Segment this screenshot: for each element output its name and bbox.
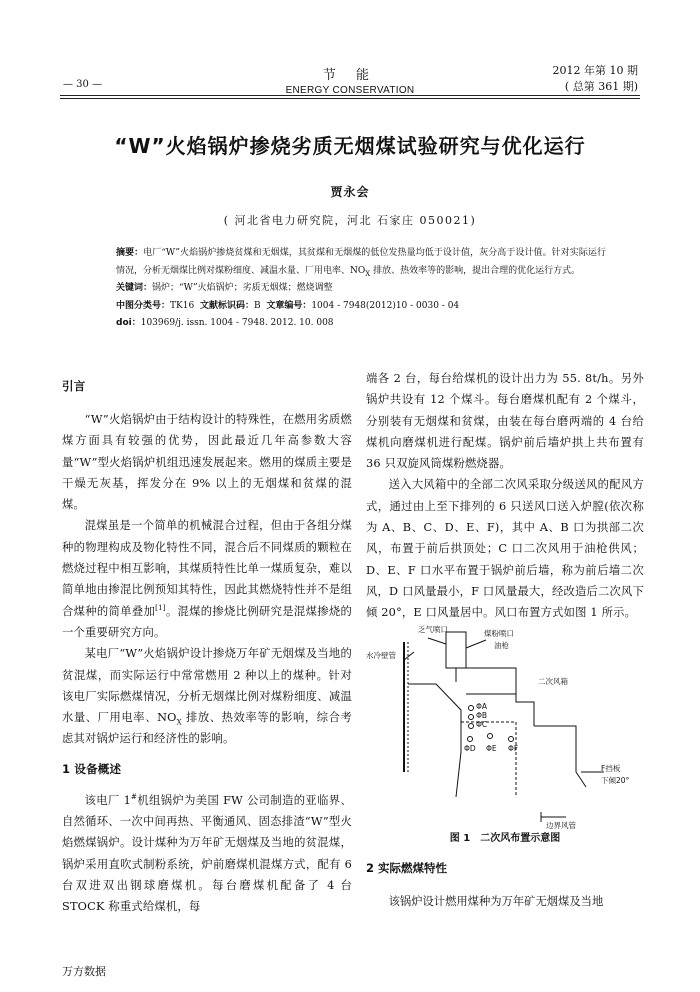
- port-b-mark: [469, 715, 474, 720]
- footer-watermark: 万方数据: [62, 965, 106, 978]
- issue-number: 2012 年第 10 期: [552, 64, 638, 77]
- heading-intro: 引言: [62, 379, 86, 393]
- heading-section-1: 1 设备概述: [62, 761, 122, 776]
- leader-water-wall: [404, 652, 414, 660]
- paragraph: [62, 515, 352, 643]
- label-f-baffle: F挡板: [601, 764, 621, 773]
- clc-value: TK16: [170, 300, 195, 311]
- paragraph: 该锅炉设计燃用煤种为万年矿无烟煤及当地: [388, 895, 604, 908]
- page-number: — 30 —: [63, 79, 103, 90]
- label-port-f: ΦF: [508, 744, 519, 753]
- classification: [116, 298, 606, 316]
- label-windbox: 二次风箱: [538, 677, 568, 686]
- doc-code-label: 文献标识码：: [199, 300, 254, 311]
- port-c-mark: [469, 724, 474, 729]
- port-f-mark: [509, 737, 514, 742]
- article-no-label: 文章编号：: [266, 300, 312, 311]
- unit-mark: #: [131, 792, 138, 801]
- paragraph: [62, 790, 352, 918]
- keywords-text: 锅炉；“W”火焰锅炉；劣质无烟煤；燃烧调整: [152, 283, 333, 293]
- rear-wall: [534, 726, 586, 787]
- header-rule-thin: [60, 98, 640, 99]
- article-no-value: 1004 - 7948(2012)10 - 0030 - 04: [311, 300, 460, 311]
- heading-section-2: 2 实际燃煤特性: [366, 861, 448, 875]
- paragraph: [62, 643, 352, 749]
- figure-caption: 图 1 二次风布置示意图: [449, 833, 561, 844]
- right-column-tail: [366, 858, 644, 912]
- label-water-wall: 水冷壁管: [366, 651, 396, 660]
- abstract-label: 摘要：: [116, 248, 144, 258]
- doi: [116, 315, 606, 333]
- paragraph-text: 。混煤的掺烧比例研究是混煤掺烧的一个重要研究方向。: [62, 604, 353, 639]
- clc-label: 中图分类号：: [116, 300, 171, 311]
- journal-name-en: ENERGY CONSERVATION: [285, 85, 415, 96]
- header-rule: [60, 95, 640, 96]
- nox-subscript: X: [365, 269, 371, 278]
- secondary-air-diagram: [366, 622, 644, 832]
- left-column: [62, 368, 352, 918]
- paragraph: 送入大风箱中的全部二次风采取分级送风的配风方式，通过由上至下排列的 6 只送风口送入炉膛(依次称为 A、B、C、D、E、F)，其中 A、B 口为拱部二次风，布置于前后拱顶处；C 口二次风用于油枪供风；D、E、F 口水平布置于锅炉前后墙，称为前后墙二次风，D 口风量最小，F 口风量最大，经改造后二次风下倾 20°，E 口风量居中。风口布置方式如图 1 所示。: [366, 478, 644, 620]
- burner-box: [446, 632, 466, 668]
- label-port-c: ΦC: [476, 720, 488, 729]
- abstract-text: 电厂“W”火焰锅炉掺烧贫煤和无烟煤，其贫煤和无烟煤的低位发热量均低于设计值，灰分高于设计值。针对实际运行情况，分析无烟煤比例对煤粉细度、减温水量、厂用电率、NO: [116, 248, 606, 276]
- label-oil-gun: 油枪: [494, 641, 509, 650]
- paragraph-text: 机组锅炉为美国 FW 公司制造的亚临界、自然循环、一次中间再热、平衡通风、固态排渣“W”型火焰燃煤锅炉。设计煤种为万年矿无烟煤及当地的贫混煤，锅炉采用直吹式制粉系统，炉前磨煤机混煤方式，配有 6 台双进双出钢球磨煤机。每台磨煤机配备了 4 台 STOCK 称重式给煤机，每: [62, 793, 352, 914]
- doi-label: doi：: [116, 318, 141, 328]
- author: 贾永会: [330, 185, 370, 199]
- paragraph: 端各 2 台，每台给煤机的设计出力为 55. 8t/h。另外锅炉共设有 12 个煤斗。每台磨煤机配有 2 个煤斗，分别装有无烟煤和贫煤，由装在每台磨两端的 4 台给煤机向磨煤机进行配煤。锅炉前后墙炉拱上共布置有 36 只双旋风筒煤粉燃烧器。: [366, 372, 644, 471]
- port-e-mark: [488, 734, 493, 739]
- paragraph-text: 该电厂 1: [84, 793, 132, 807]
- label-burner: 煤粉喷口: [484, 629, 514, 638]
- figure-1: [366, 622, 644, 840]
- furnace-arch: [408, 684, 461, 797]
- doi-value: 103969/j. issn. 1004 - 7948. 2012. 10. 008: [140, 318, 334, 328]
- right-column: [366, 368, 644, 624]
- label-f-tilt: 下倾20°: [601, 776, 630, 785]
- abstract-text-tail: 排放、热效率等的影响，提出合理的优化运行方式。: [370, 265, 581, 276]
- label-port-d: ΦD: [464, 744, 476, 753]
- port-d-mark: [468, 737, 473, 742]
- paragraph-text: 混煤虽是一个简单的机械混合过程，但由于各组分煤种的物理构成及物化特性不同，混合后不同煤质的颗粒在燃烧过程中相互影响，其煤质特性比单一煤质复杂，难以简单地由掺混比例预知其特性，因此其燃烧特性并不是组合煤种的简单叠加: [62, 519, 352, 618]
- affiliation: ( 河北省电力研究院，河北 石家庄 050021): [223, 214, 477, 227]
- journal-name-cn: 节 能: [322, 68, 378, 83]
- label-port-e: ΦE: [486, 744, 497, 753]
- keywords: [116, 280, 606, 298]
- label-port-b: ΦB: [476, 711, 488, 720]
- port-a-mark: [469, 706, 474, 711]
- leader-tertiary: [428, 638, 446, 644]
- paragraph: “W”火焰锅炉由于结构设计的特殊性，在燃用劣质燃煤方面具有较强的优势，因此最近几年高参数大容量“W”型火焰锅炉机组迅速发展起来。燃用的煤质主要是干燥无灰基，挥发分在 9% 以上的无烟煤和贫煤的混煤。: [62, 413, 352, 512]
- label-tertiary: 乏气喷口: [418, 625, 448, 634]
- citation-ref[interactable]: [1]: [155, 603, 166, 612]
- article-title: “W”火焰锅炉掺烧劣质无烟煤试验研究与优化运行: [114, 134, 586, 158]
- keywords-label: 关键词：: [116, 283, 153, 293]
- total-issue-number: ( 总第 361 期): [564, 80, 638, 93]
- label-boundary-tube: 边界风管: [546, 821, 576, 830]
- abstract-block: [116, 245, 606, 333]
- doc-code-value: B: [253, 300, 261, 311]
- nox-subscript: X: [176, 718, 182, 727]
- paragraph-text: 某电厂“W”火焰锅炉设计掺烧万年矿无烟煤及当地的贫混煤，而实际运行中常常燃用 2 种以上的煤种。针对该电厂实际燃煤情况，分析无烟煤比例对煤粉细度、减温水量、厂用电率、NO: [62, 647, 352, 725]
- paragraph-text: 排放、热效率等的影响，综合考虑其对锅炉运行和经济性的影响。: [62, 711, 352, 746]
- abstract: [116, 245, 606, 280]
- leader-burner: [466, 640, 486, 648]
- journal-header: [220, 64, 480, 96]
- label-port-a: ΦA: [476, 702, 488, 711]
- issue-info: [553, 63, 638, 95]
